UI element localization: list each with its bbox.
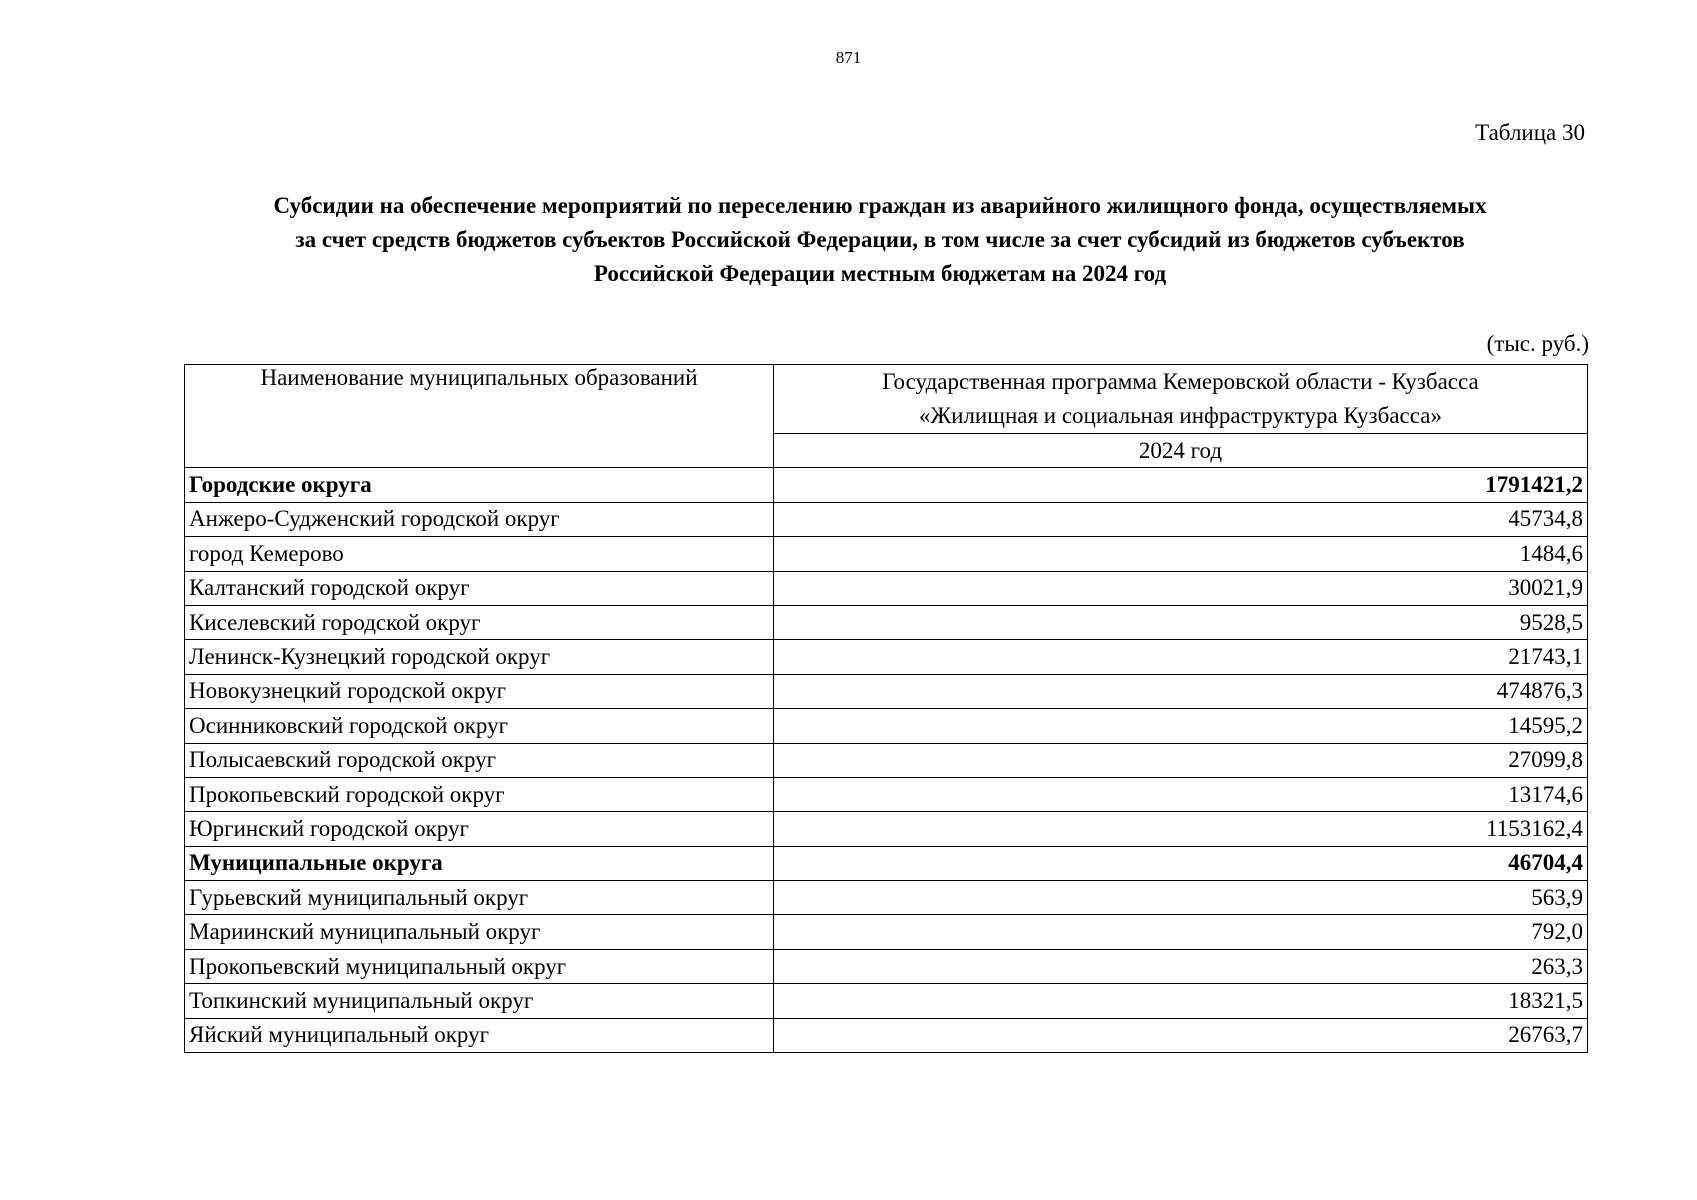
table-row	[185, 502, 1588, 536]
amount-cell: 792,0	[774, 915, 1588, 949]
municipality-name-cell: Полысаевский городской округ	[185, 743, 774, 777]
municipality-name-cell: Топкинский муниципальный округ	[185, 984, 774, 1018]
amount-cell: 46704,4	[774, 846, 1588, 880]
municipality-name-cell: Яйский муниципальный округ	[185, 1018, 774, 1052]
table-row	[185, 571, 1588, 605]
table-body	[185, 468, 1588, 1053]
table-row	[185, 777, 1588, 811]
municipality-name-cell: Анжеро-Судженский городской округ	[185, 502, 774, 536]
table-row	[185, 1018, 1588, 1052]
amount-cell: 563,9	[774, 881, 1588, 915]
units-label: (тыс. руб.)	[1486, 331, 1589, 356]
municipality-name-cell: Гурьевский муниципальный округ	[185, 881, 774, 915]
table-row	[185, 674, 1588, 708]
table-row	[185, 743, 1588, 777]
municipality-name-cell: Калтанский городской округ	[185, 571, 774, 605]
table-row	[185, 640, 1588, 674]
amount-cell: 13174,6	[774, 777, 1588, 811]
table-row	[185, 605, 1588, 639]
table-row	[185, 949, 1588, 983]
amount-cell: 1484,6	[774, 537, 1588, 571]
amount-cell: 9528,5	[774, 605, 1588, 639]
municipality-name-cell: Прокопьевский муниципальный округ	[185, 949, 774, 983]
document-title	[160, 189, 1600, 291]
header-year: 2024 год	[774, 434, 1588, 468]
amount-cell: 30021,9	[774, 571, 1588, 605]
group-row	[185, 468, 1588, 502]
document-title-line: за счет средств бюджетов субъектов Российской Федерации, в том числе за счет субсидий из бюджетов субъектов	[295, 227, 1465, 252]
document-title-line: Российской Федерации местным бюджетам на 2024 год	[593, 261, 1167, 286]
municipality-name-cell: Новокузнецкий городской округ	[185, 674, 774, 708]
amount-cell: 21743,1	[774, 640, 1588, 674]
header-program-line: «Жилищная и социальная инфраструктура Кузбасса»	[919, 403, 1442, 428]
table-row	[185, 709, 1588, 743]
amount-cell: 18321,5	[774, 984, 1588, 1018]
municipality-name-cell: Прокопьевский городской округ	[185, 777, 774, 811]
municipality-name-cell: Осинниковский городской округ	[185, 709, 774, 743]
amount-cell: 1791421,2	[774, 468, 1588, 502]
subsidies-table	[184, 364, 1588, 1053]
group-row	[185, 846, 1588, 880]
municipality-name-cell: Мариинский муниципальный округ	[185, 915, 774, 949]
header-municipality-name: Наименование муниципальных образований	[185, 365, 774, 468]
municipality-name-cell: Муниципальные округа	[185, 846, 774, 880]
amount-cell: 45734,8	[774, 502, 1588, 536]
page-number: 871	[835, 48, 862, 67]
table-header	[185, 365, 1588, 468]
municipality-name-cell: Юргинский городской округ	[185, 812, 774, 846]
table-label: Таблица 30	[1475, 120, 1585, 145]
table-row	[185, 915, 1588, 949]
header-program-line: Государственная программа Кемеровской области - Кузбасса	[882, 369, 1479, 394]
amount-cell: 26763,7	[774, 1018, 1588, 1052]
municipality-name-cell: Городские округа	[185, 468, 774, 502]
amount-cell: 14595,2	[774, 709, 1588, 743]
amount-cell: 474876,3	[774, 674, 1588, 708]
table-row	[185, 881, 1588, 915]
municipality-name-cell: Ленинск-Кузнецкий городской округ	[185, 640, 774, 674]
table-row	[185, 812, 1588, 846]
municipality-name-cell: Киселевский городской округ	[185, 605, 774, 639]
header-program	[774, 365, 1588, 434]
municipality-name-cell: город Кемерово	[185, 537, 774, 571]
table-row	[185, 537, 1588, 571]
amount-cell: 263,3	[774, 949, 1588, 983]
document-title-line: Субсидии на обеспечение мероприятий по переселению граждан из аварийного жилищного фонда, осуществляемых	[273, 193, 1487, 218]
amount-cell: 1153162,4	[774, 812, 1588, 846]
table-row	[185, 984, 1588, 1018]
amount-cell: 27099,8	[774, 743, 1588, 777]
